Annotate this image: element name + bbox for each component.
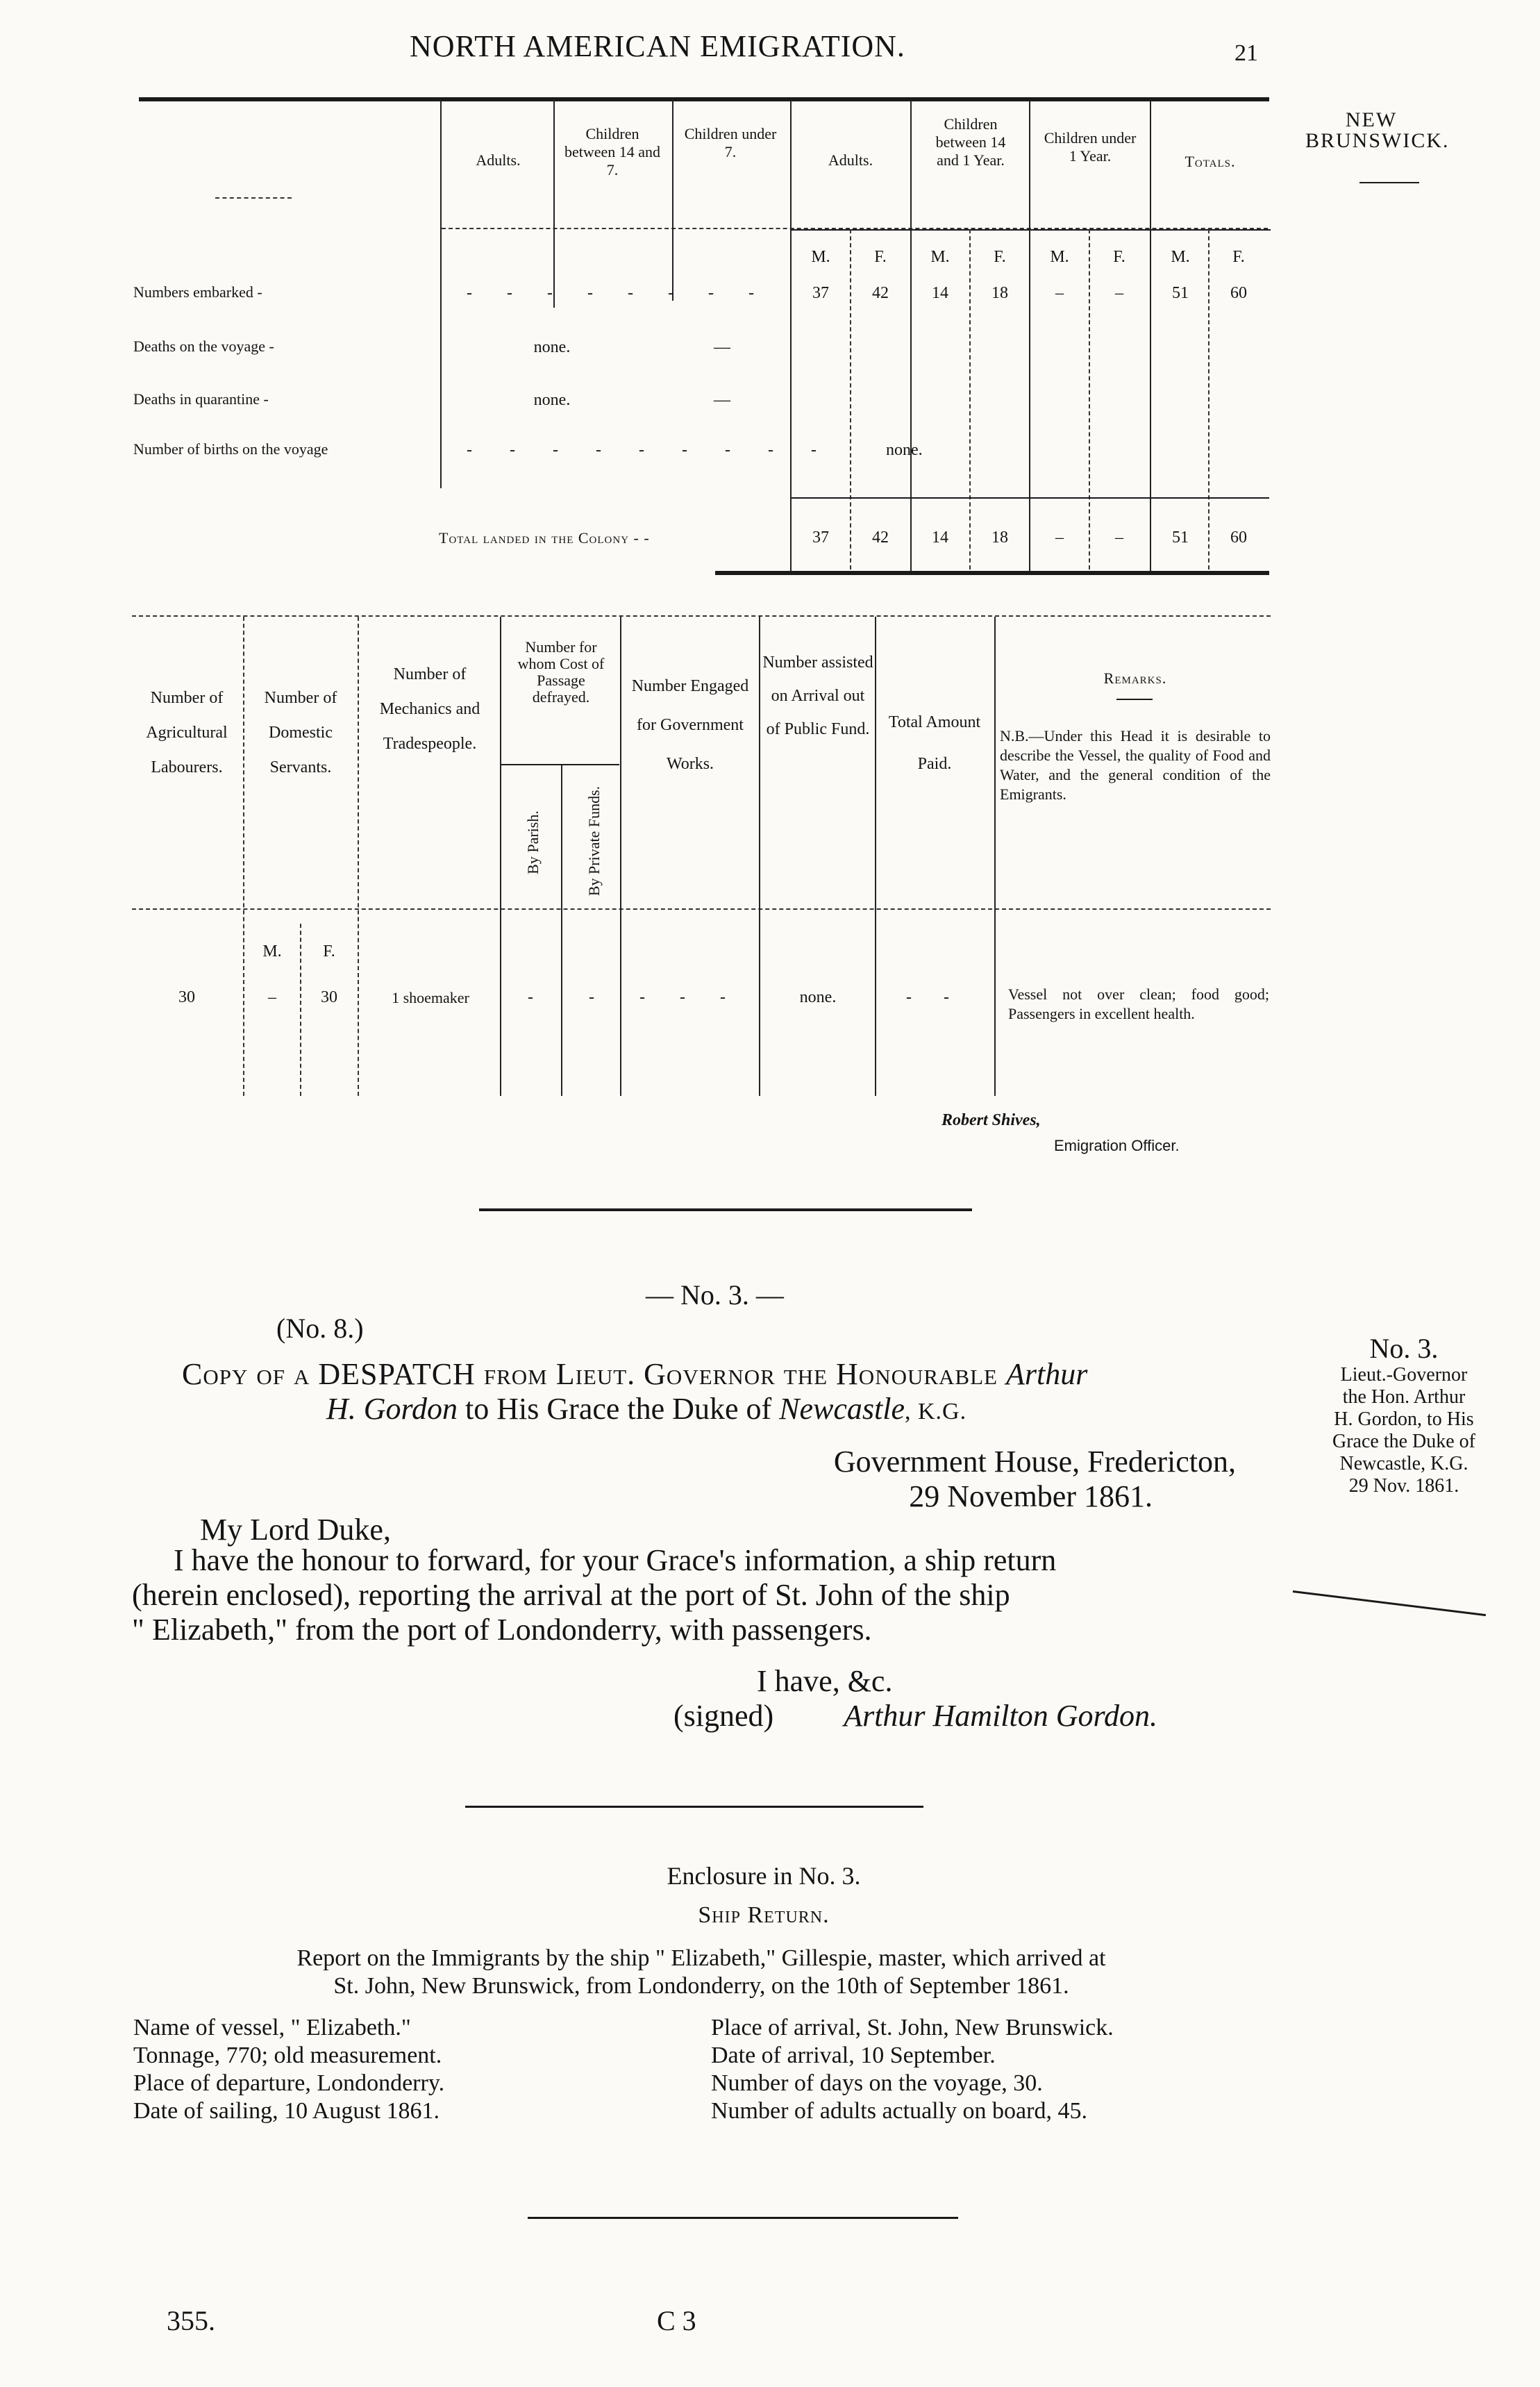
header-by-parish <box>519 792 547 896</box>
enclosure-left-details <box>133 2014 689 2125</box>
header-government: Number Engaged for Government Works. <box>631 677 749 773</box>
report-line2: St. John, New Brunswick, from Londonderry, on the 10th of September 1861. <box>333 1973 1069 1999</box>
margin-note-line: H. Gordon, to His <box>1334 1408 1474 1430</box>
margin-heading-rule <box>1359 182 1419 183</box>
body-line1: I have the honour to forward, for your Grace's information, a ship return <box>174 1543 1057 1577</box>
cell-by-private: - <box>589 988 594 1006</box>
mf-label: M. <box>1171 248 1190 266</box>
cell-note: none. <box>886 441 923 459</box>
enclosure-right-details <box>711 2014 1280 2125</box>
despatch-copy-line1 <box>182 1357 1279 1392</box>
cell-assisted: none. <box>799 988 837 1006</box>
despatch-copy-title <box>182 1357 1279 1429</box>
cell-dash: — <box>714 338 730 356</box>
cell-value: 18 <box>991 529 1008 547</box>
table1-col-line <box>1029 99 1030 572</box>
enclosure-title: Enclosure in No. 3. <box>667 1862 861 1890</box>
margin-note-line: 29 Nov. 1861. <box>1348 1475 1459 1497</box>
table2-passage-rule <box>501 764 619 765</box>
mf-label: F. <box>994 248 1006 266</box>
detail-line: Place of arrival, St. John, New Brunswick. <box>711 2015 1114 2040</box>
section-divider <box>528 2217 958 2219</box>
header-passage: Number for whom Cost of Passage defrayed. <box>517 638 605 706</box>
col-header-totals: Totals. <box>1185 153 1236 170</box>
copy-line2-d: , K.G. <box>904 1399 967 1424</box>
table2-col-line <box>561 764 562 1096</box>
table2-col-line <box>500 617 501 1096</box>
mf-label: M. <box>1050 248 1069 266</box>
cell-value: 51 <box>1172 284 1189 302</box>
mf-label: M. <box>930 248 950 266</box>
table1-total-rule <box>792 497 1269 499</box>
margin-note-line: the Hon. Arthur <box>1342 1386 1466 1408</box>
table1-col-line <box>790 99 792 572</box>
copy-line1-b: Arthur <box>1005 1357 1088 1391</box>
row-leader-dashes: - - - - - - - - - <box>467 441 833 459</box>
cell-value: 14 <box>932 529 948 547</box>
table2-col-line <box>243 617 244 1096</box>
address-line2: 29 November 1861. <box>909 1479 1153 1513</box>
detail-line: Number of days on the voyage, 30. <box>711 2070 1043 2096</box>
mf-label: F. <box>323 942 335 960</box>
margin-heading-new-brunswick <box>1305 108 1450 152</box>
detail-line: Place of departure, Londonderry. <box>133 2070 445 2096</box>
cell-dash: — <box>714 391 730 409</box>
copy-line1-a: Copy of a DESPATCH from Lieut. Governor the Honourable <box>182 1357 1006 1391</box>
header-total-paid: Total Amount Paid. <box>888 713 981 773</box>
mf-label: F. <box>1113 248 1125 266</box>
table1-col-line <box>910 99 912 572</box>
table1-col-line <box>672 99 673 301</box>
footer-number: 355. <box>167 2305 215 2336</box>
cell-value: 42 <box>872 529 889 547</box>
header-remarks: Remarks. <box>1103 669 1167 687</box>
section-divider <box>465 1806 923 1808</box>
mf-label: F. <box>1232 248 1245 266</box>
cell-note: none. <box>533 391 571 409</box>
table2-col-line <box>358 617 359 1096</box>
cell-value: 18 <box>991 284 1008 302</box>
table1-mf-line <box>1208 229 1210 569</box>
detail-line: Number of adults actually on board, 45. <box>711 2098 1087 2124</box>
footer-signature-mark: C 3 <box>657 2305 696 2336</box>
table1-col-line <box>1150 99 1151 572</box>
cell-agricultural: 30 <box>178 988 195 1006</box>
header-domestic: Number of Domestic Servants. <box>264 689 337 776</box>
section-divider <box>479 1208 972 1211</box>
header-mechanics: Number of Mechanics and Tradespeople. <box>379 665 480 753</box>
col-header-adults-2: Adults. <box>828 151 873 169</box>
margin-note-line: Newcastle, K.G. <box>1339 1453 1468 1474</box>
cell-value: 60 <box>1230 284 1247 302</box>
table2-col-line <box>875 617 876 1096</box>
row-label: Numbers embarked - <box>133 283 262 301</box>
total-label-text: Total landed in the Colony - - <box>439 529 650 547</box>
margin-note-line: Grace the Duke of <box>1332 1431 1475 1452</box>
cell-value: – <box>1115 284 1123 302</box>
col-header-children-under-1: Children under 1 Year. <box>1044 129 1137 165</box>
copy-line2-c: Newcastle <box>779 1392 905 1426</box>
table1-mf-line <box>969 229 971 569</box>
cell-domestic-f: 30 <box>321 988 337 1006</box>
address-line1: Government House, Fredericton, <box>833 1445 1236 1479</box>
table1-bottom-rule <box>715 571 1269 575</box>
table2-col-line <box>620 617 621 1096</box>
col-header-children-14-1: Children between 14 and 1 Year. <box>935 115 1006 169</box>
signed-label: (signed) <box>673 1699 774 1733</box>
margin-note-no: No. 3. <box>1369 1333 1439 1364</box>
margin-heading-line2: BRUNSWICK. <box>1305 129 1450 152</box>
despatch-heading: — No. 3. — <box>646 1279 784 1311</box>
header-by-private-text: By Private Funds. <box>585 785 603 897</box>
signature-title: Emigration Officer. <box>1054 1137 1180 1154</box>
table2-top-rule <box>132 615 1271 617</box>
despatch-body <box>132 1543 1271 1647</box>
copy-line2-b: to His Grace the Duke of <box>458 1392 780 1426</box>
cell-domestic-m: – <box>268 988 276 1006</box>
row-label: Deaths on the voyage - <box>133 338 274 355</box>
detail-line: Date of arrival, 10 September. <box>711 2043 996 2068</box>
mf-label: M. <box>811 248 830 266</box>
table1-stub-rule <box>215 197 292 199</box>
table2-col-line <box>759 617 760 1096</box>
col-header-adults: Adults. <box>476 151 521 169</box>
enclosure-subtitle: Ship Return. <box>698 1902 830 1928</box>
copy-line2-a: H. Gordon <box>326 1392 458 1426</box>
mf-label: F. <box>874 248 887 266</box>
mf-label: M. <box>262 942 282 960</box>
margin-heading-line1: NEW <box>1345 108 1398 131</box>
detail-line: Tonnage, 770; old measurement. <box>133 2043 442 2068</box>
table1-col-line <box>553 99 555 308</box>
page-number: 21 <box>1234 40 1258 66</box>
remarks-title-rule <box>1116 699 1153 700</box>
signature-name: Robert Shives, <box>941 1111 1041 1129</box>
cell-value: – <box>1055 284 1064 302</box>
despatch-salutation: My Lord Duke, <box>200 1513 391 1547</box>
remarks-note: N.B.—Under this Head it is desirable to describe the Vessel, the quality of Food and Water, and the general condition of the Emigrants. <box>1000 727 1271 803</box>
header-agricultural: Number of Agricultural Labourers. <box>146 689 228 776</box>
cell-value: 37 <box>812 284 829 302</box>
cell-by-parish: - <box>528 988 533 1006</box>
table1-mf-line <box>850 229 851 569</box>
despatch-ref: (No. 8.) <box>276 1313 364 1344</box>
cell-value: 14 <box>932 284 948 302</box>
cell-remarks: Vessel not over clean; food good; Passengers in excellent health. <box>1008 985 1269 1022</box>
enclosure-report <box>118 1945 1284 2000</box>
margin-note-line: Lieut.-Governor <box>1340 1364 1468 1386</box>
body-line2: (herein enclosed), reporting the arrival at the port of St. John of the ship <box>132 1578 1010 1612</box>
header-by-parish-text: By Parish. <box>524 810 542 874</box>
signed-name: Arthur Hamilton Gordon. <box>844 1699 1158 1733</box>
total-label <box>439 529 650 547</box>
table1-top-rule <box>139 97 1269 101</box>
despatch-closing: I have, &c. <box>757 1664 893 1698</box>
table1-col-line <box>440 99 442 488</box>
row-label: Number of births on the voyage <box>133 440 328 458</box>
cell-value: 60 <box>1230 529 1247 547</box>
cell-note: none. <box>533 338 571 356</box>
despatch-address <box>625 1445 1236 1514</box>
detail-line: Date of sailing, 10 August 1861. <box>133 2098 440 2124</box>
cell-value: 51 <box>1172 529 1189 547</box>
margin-note-rule <box>1293 1590 1486 1616</box>
header-by-private <box>574 785 615 897</box>
table2-mf-line <box>300 924 301 1096</box>
row-leader-dashes: - - - - - - - - <box>467 284 769 302</box>
table1-subheader-rule2 <box>792 229 1271 231</box>
report-line1: Report on the Immigrants by the ship " Elizabeth," Gillespie, master, which arrived at <box>296 1945 1106 1971</box>
cell-value: 37 <box>812 529 829 547</box>
cell-mechanics: 1 shoemaker <box>392 989 469 1006</box>
col-header-children-14-7: Children between 14 and 7. <box>564 125 661 178</box>
body-line3: " Elizabeth," from the port of Londonderry, with passengers. <box>132 1613 872 1647</box>
margin-note <box>1293 1333 1515 1497</box>
despatch-copy-line2 <box>182 1392 1279 1429</box>
despatch-signed <box>673 1699 1157 1733</box>
cell-total-paid: - - <box>906 988 963 1006</box>
cell-value: – <box>1115 529 1123 547</box>
header-assisted: Number assisted on Arrival out of Public Fund. <box>762 654 873 738</box>
running-title: NORTH AMERICAN EMIGRATION. <box>410 29 905 63</box>
detail-line: Name of vessel, " Elizabeth." <box>133 2015 411 2040</box>
col-header-children-under-7: Children under 7. <box>684 125 777 160</box>
cell-value: – <box>1055 529 1064 547</box>
table2-col-line <box>994 617 996 1096</box>
table2-header-rule <box>132 908 1271 910</box>
cell-government: - - - <box>639 988 741 1006</box>
row-label: Deaths in quarantine - <box>133 390 269 408</box>
table1-mf-line <box>1089 229 1090 569</box>
cell-value: 42 <box>872 284 889 302</box>
